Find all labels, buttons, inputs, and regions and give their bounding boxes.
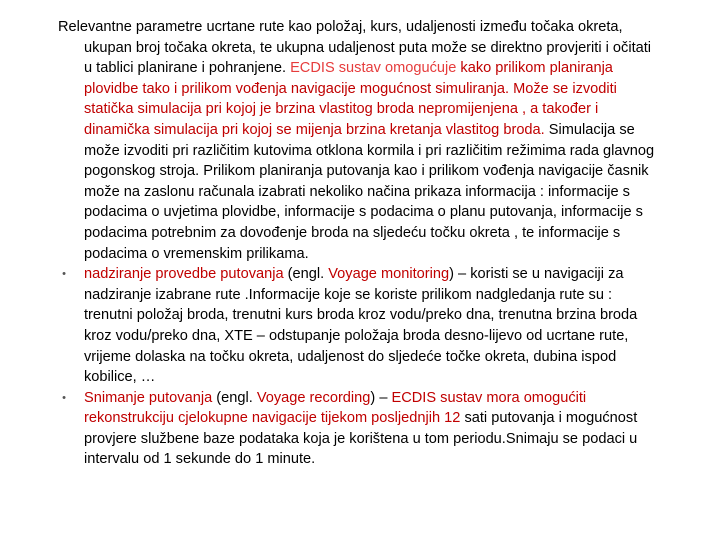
bullet-marker: •	[62, 391, 66, 404]
bullet-highlight: ECDIS sustav mora omogućiti rekonstrukciju cjelokupne navigacije tijekom posljednjih 12	[84, 389, 587, 427]
intro-highlight-simulation: kako prilikom planiranja plovidbe tako i prilikom vođenja navigacije mogućnost simuliranja. Može se izvoditi statička simulacija pri kojoj je brzina vlastitog broda nepromijenjena , a također i dinamička simulacija pri kojoj se mijenja brzina kretanja vlastitog broda.	[84, 60, 617, 138]
bullet-text: (engl.	[283, 266, 329, 283]
bullet-text: ) –	[370, 389, 392, 406]
bullet-lead: Snimanje putovanja	[84, 389, 213, 406]
intro-highlight-ecdis: ECDIS sustav omogućuje	[290, 60, 457, 77]
bullet-marker: •	[62, 268, 66, 281]
bullet-text: ) – koristi se u navigaciji za nadziranje izabrane rute .Informacije koje se koriste prilikom nadgledanja rute su : trenutni položaj broda, trenutni kurs broda kroz vodu/preko dna, trenutna brzina broda kroz vodu/preko dna, XTE – odstupanje položaja broda desno-lijevo od ucrtane rute, vrijeme dolaska na točku okreta, udaljenost do sljedeće točke okreta, dubina ispod kobilice, …	[84, 266, 638, 386]
intro-text-1: Relevantne parametre ucrtane rute kao položaj, kurs, udaljenosti između točaka okreta, ukupan broj točaka okreta, te ukupna udaljenost puta može se direktno provjeriti i očitati u tablici planirane i pohranjene.	[58, 19, 652, 77]
bullet-term: Voyage recording	[256, 389, 371, 406]
text-body	[58, 17, 658, 470]
intro-text-2: Simulacija se može izvoditi pri različitim kutovima otklona kormila i pri različitim režimima rada glavnog pogonskog stroja. Prilikom planiranja putovanja kao i prilikom vođenja navigacije časnik može na zaslonu računala izabrati nekoliko načina prikaza informacija : informacije s podacima o uvjetima plovidbe, informacije s podacima o planu putovanja, informacije s podacima potrebnim za dovođenje broda na sljedeću točku okreta , te informacije s podacima o vremenskim prilikama.	[84, 121, 655, 262]
bullet-lead: nadziranje provedbe putovanja	[84, 266, 284, 283]
bullet-text: sati putovanja i mogućnost provjere službene baze podataka koja je korištena u tom periodu.Snimaju se podaci u intervalu od 1 sekunde do 1 minute.	[84, 410, 638, 468]
bullet-term: Voyage monitoring	[328, 266, 450, 283]
intro-paragraph	[58, 17, 658, 264]
bullet-text: (engl.	[212, 389, 257, 406]
bullet-voyage-recording	[58, 388, 658, 470]
bullet-voyage-monitoring	[58, 264, 658, 388]
